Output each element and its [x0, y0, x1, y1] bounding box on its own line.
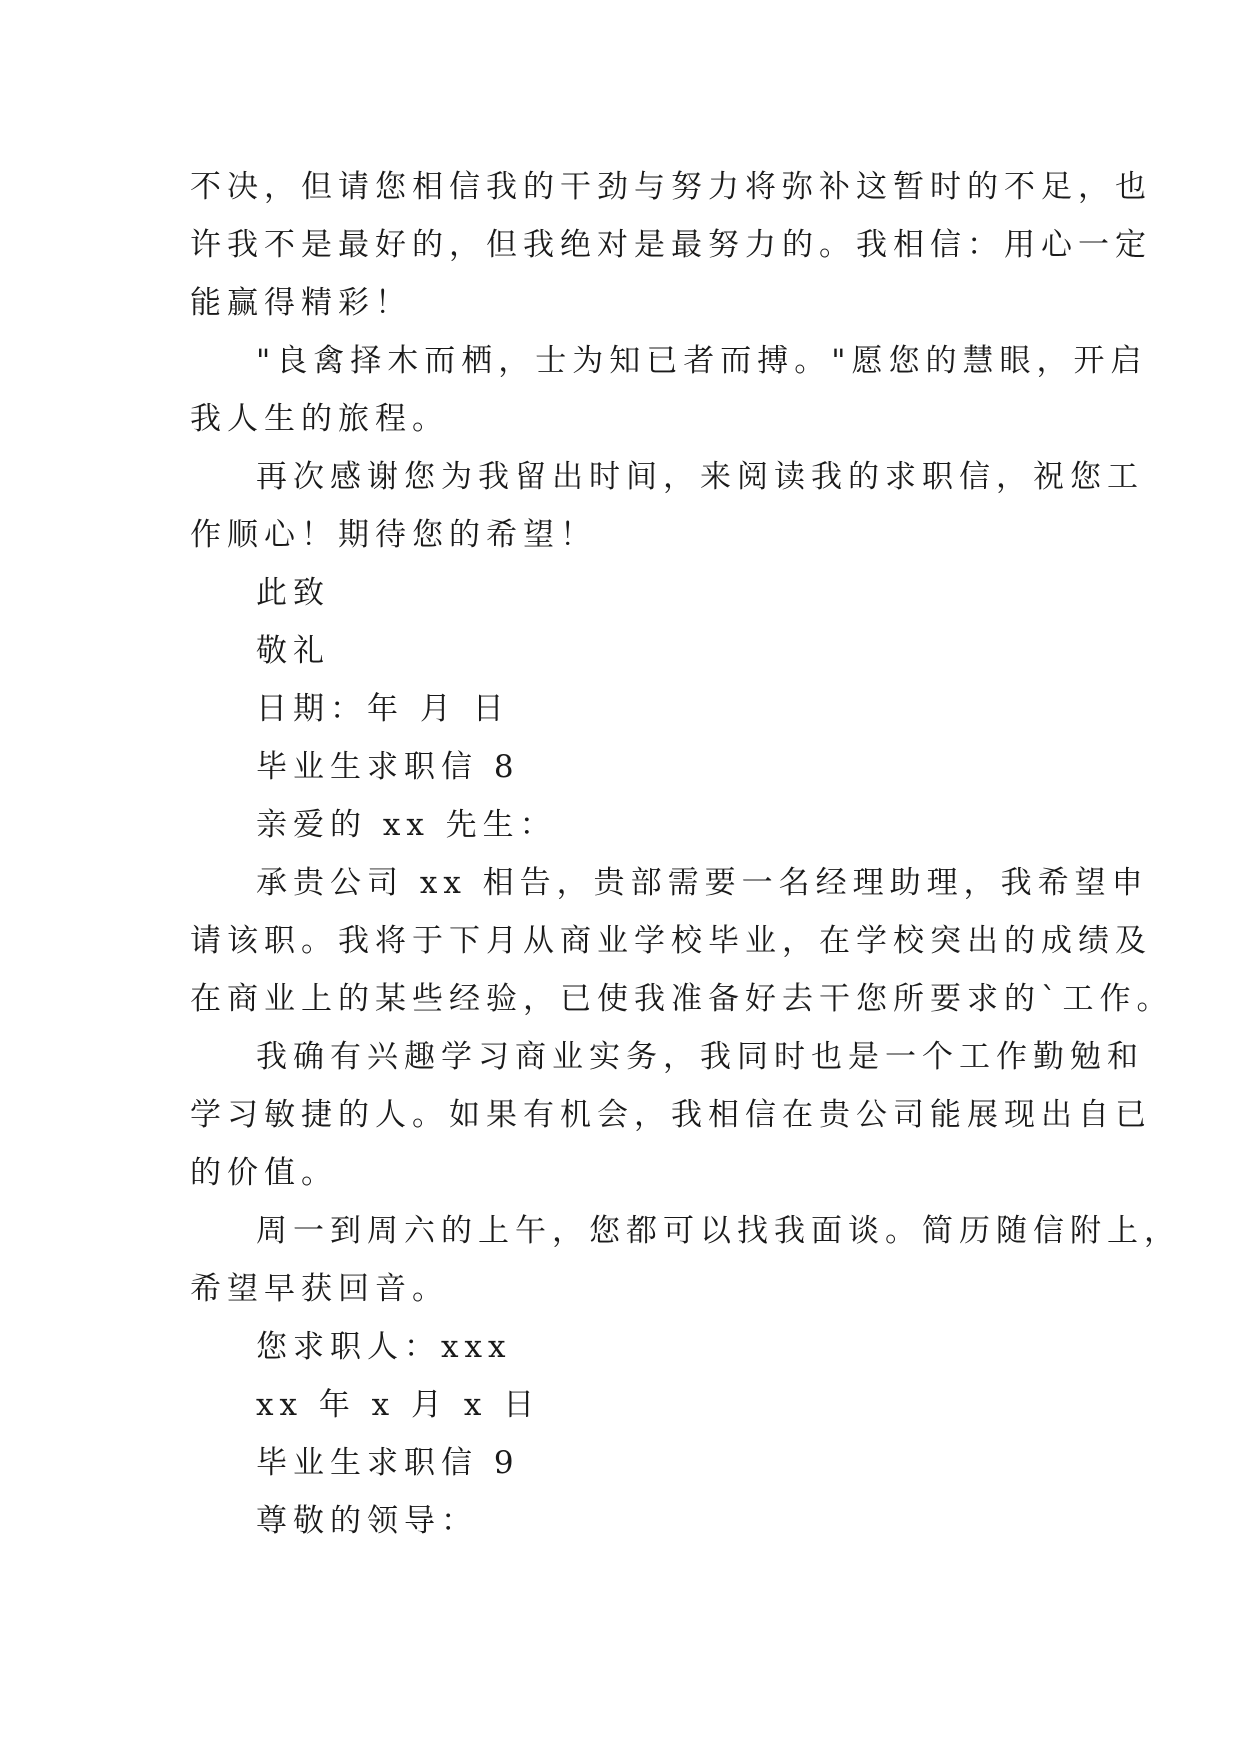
letter-body	[190, 158, 1181, 1550]
text-line: 学习敏捷的人。如果有机会，我相信在贵公司能展现出自已	[190, 1097, 1152, 1133]
section-heading: 毕业生求职信 8	[256, 749, 520, 785]
text-line: 希望早获回音。	[190, 1271, 449, 1307]
greeting: 尊敬的领导：	[256, 1503, 478, 1539]
text-line: 许我不是最好的，但我绝对是最努力的。我相信：用心一定	[190, 227, 1152, 263]
text-line: 请该职。我将于下月从商业学校毕业，在学校突出的成绩及	[190, 923, 1152, 959]
greeting: 亲爱的 xx 先生：	[256, 807, 557, 843]
text-line: 不决，但请您相信我的干劲与努力将弥补这暂时的不足，也	[190, 169, 1152, 205]
text-line: 作顺心！期待您的希望！	[190, 517, 597, 553]
date-line: 日期：年 月 日	[256, 691, 510, 727]
signature-line: 您求职人：xxx	[256, 1329, 512, 1365]
section-heading: 毕业生求职信 9	[256, 1445, 520, 1481]
text-line: "良禽择木而栖，士为知已者而搏。"愿您的慧眼，开启	[256, 343, 1148, 379]
text-line: 我人生的旅程。	[190, 401, 449, 437]
text-line: 周一到周六的上午，您都可以找我面谈。简历随信附上，	[256, 1213, 1181, 1249]
text-line: 我确有兴趣学习商业实务，我同时也是一个工作勤勉和	[256, 1039, 1144, 1075]
closing-salutation: 此致	[256, 575, 330, 611]
text-line: 在商业上的某些经验，已使我准备好去干您所要求的`工作。	[190, 981, 1174, 1017]
date-line: xx 年 x 月 x 日	[256, 1387, 541, 1423]
closing-regards: 敬礼	[256, 633, 330, 669]
text-line: 能赢得精彩！	[190, 285, 412, 321]
text-line: 承贵公司 xx 相告，贵部需要一名经理助理，我希望申	[256, 865, 1149, 901]
text-line: 再次感谢您为我留出时间，来阅读我的求职信，祝您工	[256, 459, 1144, 495]
text-line: 的价值。	[190, 1155, 338, 1191]
